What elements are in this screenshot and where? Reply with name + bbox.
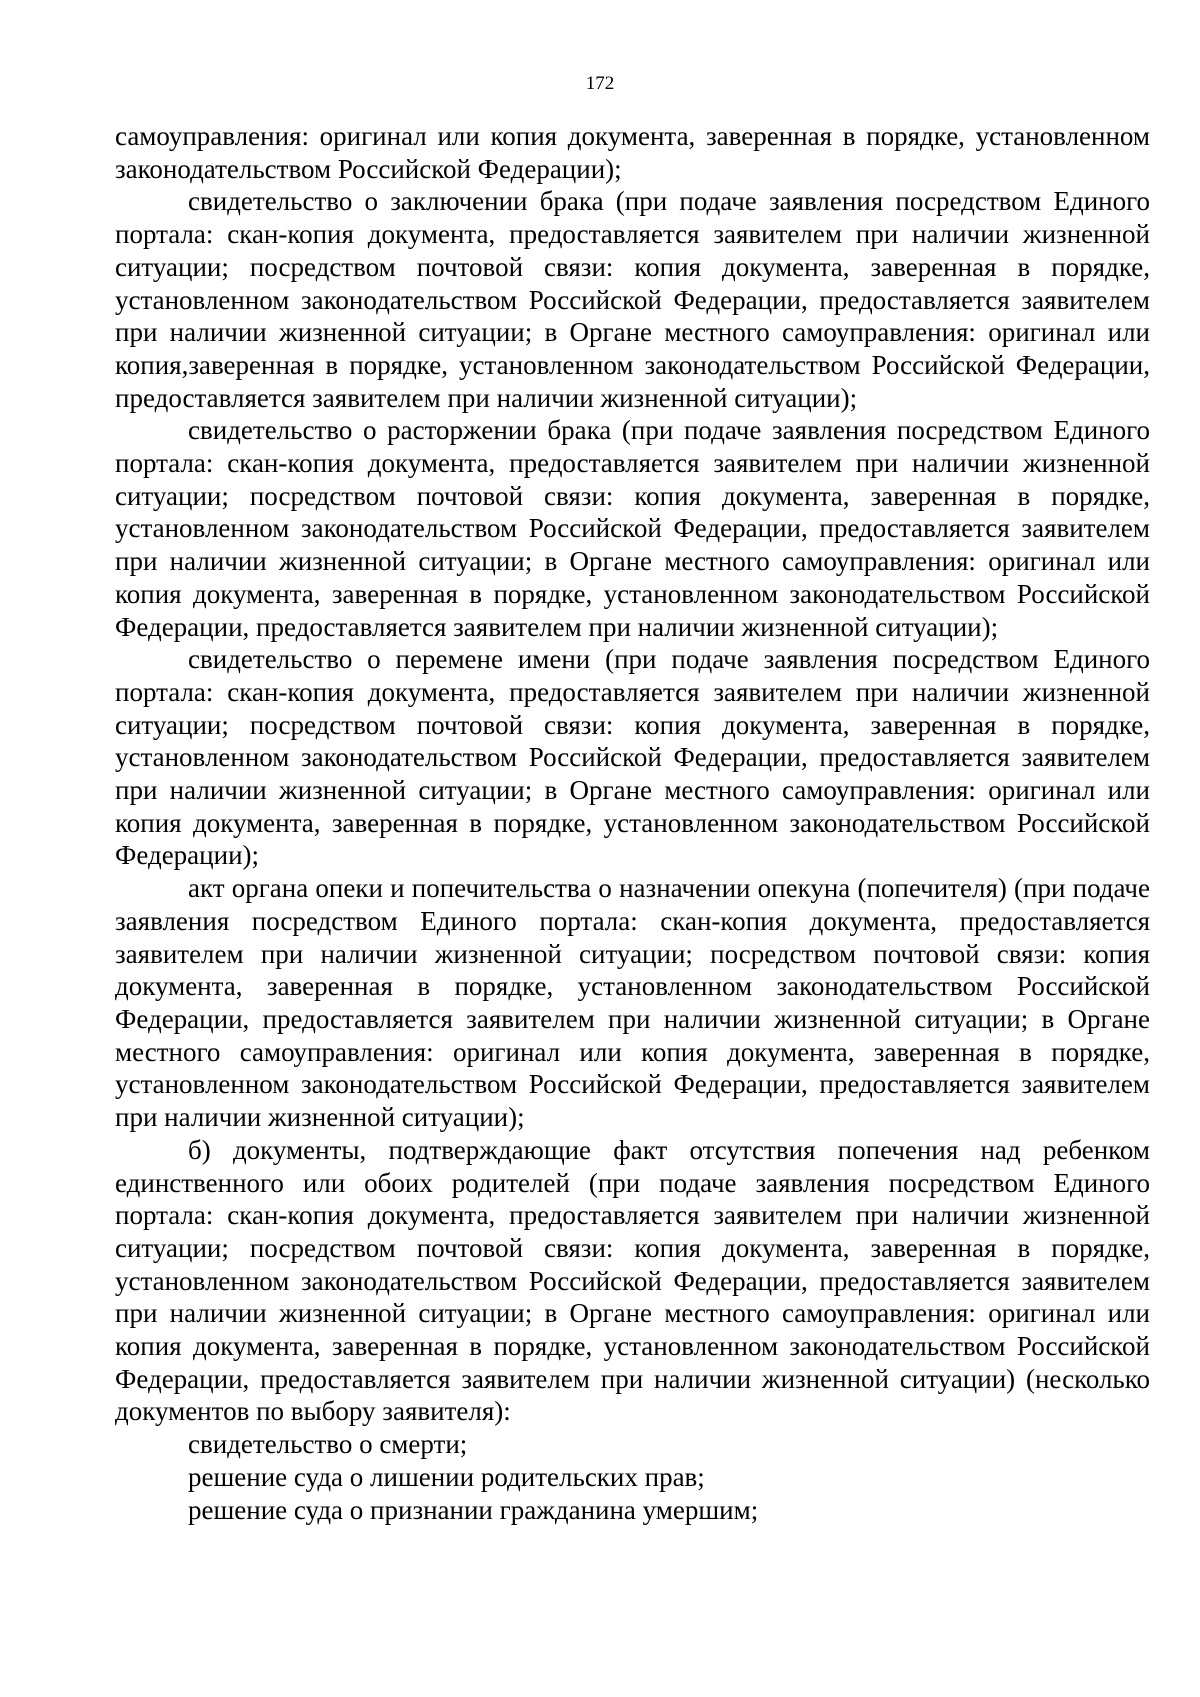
list-item-deprivation-rights: решение суда о лишении родительских прав; [188, 1461, 705, 1492]
paragraph-divorce-certificate: свидетельство о расторжении брака (при подаче заявления посредством Единого портала: скан-копия документа, предоставляется заявителем при наличии жизненной ситуации; посредством почтовой связи: копия документа, заверенная в порядке, установленном законодательством Российской Федерации, предоставляется заявителем при наличии жизненной ситуации; в Органе местного самоуправления: оригинал или копия документа, заверенная в порядке, установленном законодательством Российской Федерации, предоставляется заявителем при наличии жизненной ситуации); [115, 415, 1150, 642]
paragraph-name-change-certificate: свидетельство о перемене имени (при подаче заявления посредством Единого портала: скан-копия документа, предоставляется заявителем при наличии жизненной ситуации; посредством почтовой связи: копия документа, заверенная в порядке, установленном законодательством Российской Федерации, предоставляется заявителем при наличии жизненной ситуации; в Органе местного самоуправления: оригинал или копия документа, заверенная в порядке, установленном законодательством Российской Федерации); [115, 644, 1150, 871]
paragraph-guardianship-act: акт органа опеки и попечительства о назначении опекуна (попечителя) (при подаче заявления посредством Единого портала: скан-копия документа, предоставляется заявителем при наличии жизненной ситуации; посредством почтовой связи: копия документа, заверенная в порядке, установленном законодательством Российской Федерации, предоставляется заявителем при наличии жизненной ситуации; в Органе местного самоуправления: оригинал или копия документа, заверенная в порядке, установленном законодательством Российской Федерации, предоставляется заявителем при наличии жизненной ситуации); [115, 873, 1150, 1133]
paragraph-item-b: б) документы, подтверждающие факт отсутствия попечения над ребенком единственного или обоих родителей (при подаче заявления посредством Единого портала: скан-копия документа, предоставляется заявителем при наличии жизненной ситуации; посредством почтовой связи: копия документа, заверенная в порядке, установленном законодательством Российской Федерации, предоставляется заявителем при наличии жизненной ситуации; в Органе местного самоуправления: оригинал или копия документа, заверенная в порядке, установленном законодательством Российской Федерации, предоставляется заявителем при наличии жизненной ситуации) (несколько документов по выбору заявителя): [115, 1134, 1150, 1427]
paragraph-continuation: самоуправления: оригинал или копия документа, заверенная в порядке, установленном законодательством Российской Федерации); [115, 121, 1150, 184]
paragraph-marriage-certificate: свидетельство о заключении брака (при подаче заявления посредством Единого портала: скан-копия документа, предоставляется заявителем при наличии жизненной ситуации; посредством почтовой связи: копия документа, заверенная в порядке, установленном законодательством Российской Федерации, предоставляется заявителем при наличии жизненной ситуации; в Органе местного самоуправления: оригинал или копия,заверенная в порядке, установленном законодательством Российской Федерации, предоставляется заявителем при наличии жизненной ситуации); [115, 186, 1150, 413]
document-body [115, 120, 1150, 1526]
page-number: 172 [585, 73, 615, 94]
list-item-death-certificate: свидетельство о смерти; [188, 1429, 468, 1460]
list-item-declared-dead: решение суда о признании гражданина умершим; [188, 1494, 759, 1525]
